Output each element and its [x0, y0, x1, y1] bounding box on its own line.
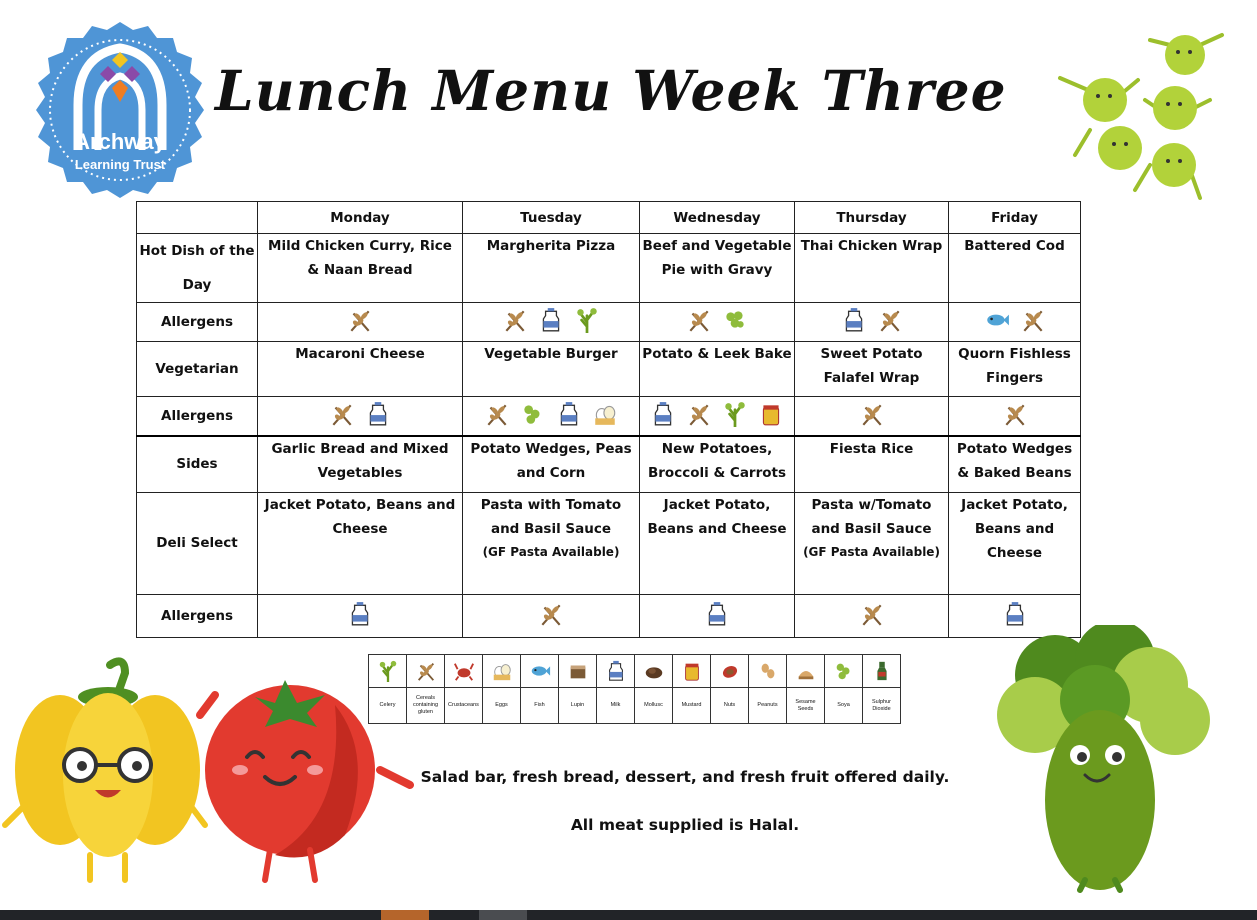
day-header: Tuesday [463, 202, 640, 234]
bottom-bar-segment [479, 910, 527, 920]
vegetarian-row [137, 342, 1081, 397]
deli-row [137, 492, 1081, 594]
legend-label: Sulphur Dioxide [863, 688, 901, 724]
allergen-cell [949, 397, 1081, 437]
menu-item [258, 492, 463, 594]
fish-icon [529, 660, 551, 682]
halal-note: All meat supplied is Halal. [570, 816, 800, 834]
item-name: Pasta w/Tomato and Basil Sauce [811, 496, 932, 537]
row-label: Allergens [137, 397, 258, 437]
legend-label: Nuts [711, 688, 749, 724]
menu-item [463, 492, 640, 594]
legend-icon-cell [673, 655, 711, 688]
menu-item [949, 492, 1081, 594]
legend-label: Soya [825, 688, 863, 724]
legend-icon-cell [521, 655, 559, 688]
allergen-cell [795, 303, 949, 342]
menu-item: Macaroni Cheese [258, 342, 463, 397]
nuts-icon [719, 660, 741, 682]
allergen-cell [795, 397, 949, 437]
cereals-icon [329, 401, 355, 427]
legend-label: Milk [597, 688, 635, 724]
mollusc-icon [643, 660, 665, 682]
corner-cell [137, 202, 258, 234]
peanuts-icon [757, 660, 779, 682]
vegetarian-allergen-row [137, 397, 1081, 437]
salad-bar-note: Salad bar, fresh bread, dessert, and fresh fruit offered daily. [420, 768, 950, 786]
legend-icon-cell [635, 655, 673, 688]
day-header: Friday [949, 202, 1081, 234]
archway-logo [30, 15, 210, 205]
bottom-bar-segment [381, 910, 429, 920]
cereals-icon [415, 660, 437, 682]
allergen-cell [640, 397, 795, 437]
legend-label-row [369, 688, 901, 724]
allergen-cell [258, 594, 463, 637]
mustard-icon [681, 660, 703, 682]
menu-item: Thai Chicken Wrap [795, 234, 949, 303]
menu-item: Mild Chicken Curry, Rice & Naan Bread [258, 234, 463, 303]
deli-allergen-row [137, 594, 1081, 637]
cereals-icon [484, 401, 510, 427]
cereals-icon [1020, 307, 1046, 333]
sesame-icon [795, 660, 817, 682]
row-label: Allergens [137, 303, 258, 342]
allergen-legend [368, 654, 901, 724]
milk-icon [704, 601, 730, 627]
legend-icon-cell [445, 655, 483, 688]
header-row [137, 202, 1081, 234]
menu-item: Battered Cod [949, 234, 1081, 303]
mustard-seed-icon [722, 307, 748, 333]
soya-icon [520, 401, 546, 427]
broccoli-illustration [985, 625, 1225, 895]
peas-illustration [1050, 30, 1230, 210]
row-label: Allergens [137, 594, 258, 637]
tomato-illustration [185, 665, 415, 890]
allergen-cell [640, 303, 795, 342]
item-name: Jacket Potato, Beans and Cheese [647, 496, 787, 537]
legend-icon-cell [863, 655, 901, 688]
legend-icon-cell [711, 655, 749, 688]
legend-label: Fish [521, 688, 559, 724]
cereals-icon [502, 307, 528, 333]
row-label: Deli Select [137, 492, 258, 594]
row-label: Vegetarian [137, 342, 258, 397]
milk-icon [1002, 601, 1028, 627]
pepper-illustration [0, 655, 210, 890]
menu-item: Fiesta Rice [795, 436, 949, 492]
legend-label: Sesame Seeds [787, 688, 825, 724]
day-header: Monday [258, 202, 463, 234]
allergen-cell [640, 594, 795, 637]
allergen-cell [463, 303, 640, 342]
legend-icon-cell [787, 655, 825, 688]
celery-icon [574, 307, 600, 333]
item-name: Jacket Potato, Beans and Cheese [961, 496, 1068, 561]
eggs-icon [491, 660, 513, 682]
legend-label: Eggs [483, 688, 521, 724]
celery-icon [722, 401, 748, 427]
menu-item: Potato Wedges, Peas and Corn [463, 436, 640, 492]
cereals-icon [859, 401, 885, 427]
menu-table [136, 201, 1081, 638]
allergen-cell [949, 303, 1081, 342]
legend-label: Cereals containing gluten [407, 688, 445, 724]
allergen-cell [258, 303, 463, 342]
cereals-icon [686, 401, 712, 427]
cereals-icon [686, 307, 712, 333]
legend-icon-cell [559, 655, 597, 688]
cereals-icon [859, 601, 885, 627]
legend-label: Celery [369, 688, 407, 724]
legend-icon-cell [749, 655, 787, 688]
menu-item: Sweet Potato Falafel Wrap [795, 342, 949, 397]
row-label: Sides [137, 436, 258, 492]
cereals-icon [347, 307, 373, 333]
legend-icon-cell [483, 655, 521, 688]
milk-icon [841, 307, 867, 333]
lupin-icon [567, 660, 589, 682]
eggs-icon [592, 401, 618, 427]
cereals-icon [538, 601, 564, 627]
item-name: Pasta with Tomato and Basil Sauce [480, 496, 622, 537]
menu-item: Potato Wedges & Baked Beans [949, 436, 1081, 492]
menu-item: Garlic Bread and Mixed Vegetables [258, 436, 463, 492]
cereals-icon [1002, 401, 1028, 427]
milk-icon [556, 401, 582, 427]
day-header: Wednesday [640, 202, 795, 234]
soya-icon [833, 660, 855, 682]
legend-icon-cell [825, 655, 863, 688]
sulphur-icon [871, 660, 893, 682]
cereals-icon [877, 307, 903, 333]
milk-icon [365, 401, 391, 427]
mustard-icon [758, 401, 784, 427]
allergen-cell [463, 397, 640, 437]
legend-label: Mollusc [635, 688, 673, 724]
page-title: Lunch Menu Week Three [215, 58, 1007, 123]
legend-icon-cell [597, 655, 635, 688]
legend-label: Mustard [673, 688, 711, 724]
hot-dish-row [137, 234, 1081, 303]
allergen-cell [463, 594, 640, 637]
legend-label: Crustaceans [445, 688, 483, 724]
sides-row [137, 436, 1081, 492]
milk-icon [650, 401, 676, 427]
menu-item [640, 492, 795, 594]
legend-label: Lupin [559, 688, 597, 724]
item-note: (GF Pasta Available) [482, 544, 620, 559]
item-note: (GF Pasta Available) [803, 544, 940, 559]
allergen-cell [795, 594, 949, 637]
logo-subtitle: Learning Trust [74, 157, 166, 172]
menu-item: Quorn Fishless Fingers [949, 342, 1081, 397]
item-name: Jacket Potato, Beans and Cheese [264, 496, 456, 537]
fish-icon [984, 307, 1010, 333]
menu-item: New Potatoes, Broccoli & Carrots [640, 436, 795, 492]
legend-icon-row [369, 655, 901, 688]
milk-icon [347, 601, 373, 627]
menu-item: Margherita Pizza [463, 234, 640, 303]
menu-item: Vegetable Burger [463, 342, 640, 397]
allergen-cell [258, 397, 463, 437]
crustaceans-icon [453, 660, 475, 682]
menu-item: Potato & Leek Bake [640, 342, 795, 397]
hot-dish-allergen-row [137, 303, 1081, 342]
logo-name: Archway [74, 129, 166, 154]
menu-item [795, 492, 949, 594]
milk-icon [538, 307, 564, 333]
legend-label: Peanuts [749, 688, 787, 724]
bottom-bar [0, 910, 1257, 920]
day-header: Thursday [795, 202, 949, 234]
milk-icon [605, 660, 627, 682]
menu-item: Beef and Vegetable Pie with Gravy [640, 234, 795, 303]
row-label: Hot Dish of the Day [137, 234, 258, 303]
